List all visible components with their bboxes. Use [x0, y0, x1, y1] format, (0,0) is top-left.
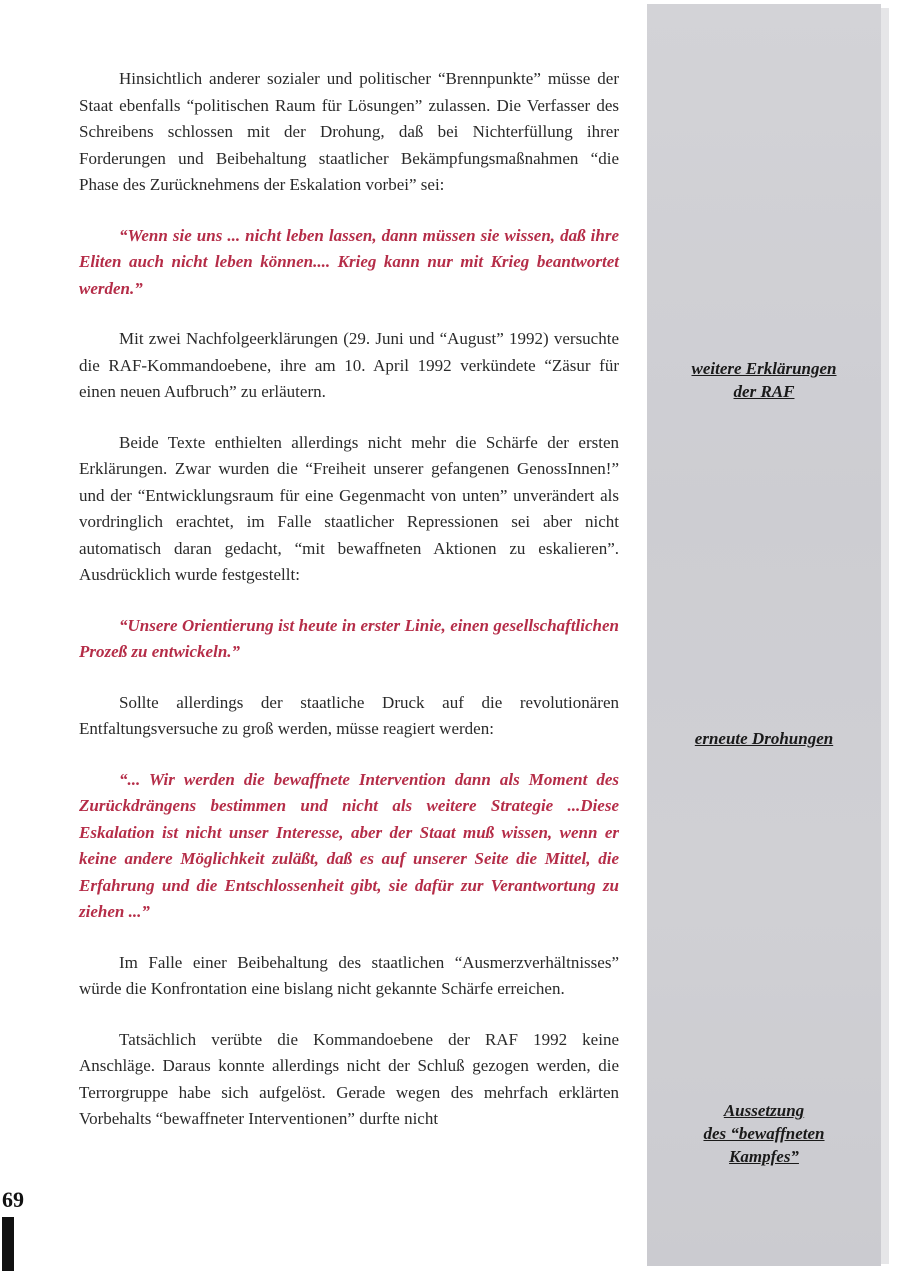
page-edge-marker: [2, 1217, 14, 1271]
margin-note-line: Kampfes”: [729, 1147, 799, 1166]
paragraph-3: Beide Texte enthielten allerdings nicht mehr die Schärfe der ersten Erklärungen. Zwar wurden die “Freiheit unserer gefangenen GenossInnen!” und der “Entwicklungsraum für eine Gegenmacht von unten” unverändert als vordringlich erachtet, im Falle staatlicher Repressionen sei aber nicht automatisch daran gedacht, “mit bewaffneten Aktionen zu eskalieren”. Ausdrücklich wurde festgestellt:: [79, 432, 619, 584]
paragraph-6: Tatsächlich verübte die Kommandoebene der RAF 1992 keine Anschläge. Daraus konnte allerdings nicht der Schluß gezogen werden, die Terrorgruppe habe sich aufgelöst. Gerade wegen des mehrfach erklärten Vorbehalts “bewaffneter Interventionen” durfte nicht: [79, 1029, 619, 1128]
quote-1: “Wenn sie uns ... nicht leben lassen, dann müssen sie wissen, daß ihre Eliten auch nicht leben können.... Krieg kann nur mit Krieg beantwortet werden.”: [79, 225, 619, 298]
margin-note-line: weitere Erklärungen: [691, 359, 837, 378]
margin-note-erneute-drohungen: [647, 727, 881, 750]
margin-note-line: der RAF: [733, 382, 795, 401]
page-number: 69: [2, 1187, 24, 1212]
margin-note-line: Aussetzung: [723, 1101, 805, 1120]
paragraph-1: Hinsichtlich anderer sozialer und politischer “Brennpunkte” müsse der Staat ebenfalls “politischen Raum für Lösungen” zulassen. Die Verfasser des Schreibens schlossen mit der Drohung, daß bei Nichterfüllung ihrer Forderungen und Beibehaltung staatlicher Bekämpfungsmaßnahmen “die Phase des Zurücknehmens der Eskalation vorbei” sei:: [79, 69, 619, 194]
margin-note-weitere-erklaerungen: [647, 357, 881, 403]
main-text-column: [79, 66, 619, 1133]
paragraph-4: Sollte allerdings der staatliche Druck auf die revolutionären Entfaltungsversuche zu groß werden, müsse reagiert werden:: [79, 692, 619, 738]
paragraph-5: Im Falle einer Beibehaltung des staatlichen “Ausmerzverhältnisses” würde die Konfrontation eine bislang nicht gekannte Schärfe erreichen.: [79, 952, 619, 998]
margin-note-line: des “bewaffneten: [703, 1124, 825, 1143]
quote-3: “... Wir werden die bewaffnete Intervention dann als Moment des Zurückdrängens bestimmen und nicht als weitere Strategie ...Diese Eskalation ist nicht unser Interesse, aber der Staat muß wissen, wenn er keine andere Möglichkeit zuläßt, daß es auf unserer Seite die Mittel, die Erfahrung und die Entschlossenheit gibt, sie dafür zur Verantwortung zu ziehen ...”: [79, 769, 619, 921]
margin-sidebar: [647, 4, 881, 1266]
quote-2: “Unsere Orientierung ist heute in erster Linie, einen gesellschaftlichen Prozeß zu entwickeln.”: [79, 615, 619, 661]
margin-note-aussetzung: [647, 1099, 881, 1168]
paragraph-2: Mit zwei Nachfolgeerklärungen (29. Juni und “August” 1992) versuchte die RAF-Kommandoebene, ihre am 10. April 1992 verkündete “Zäsur für einen neuen Aufbruch” zu erläutern.: [79, 329, 619, 401]
margin-note-line: erneute Drohungen: [694, 729, 834, 748]
